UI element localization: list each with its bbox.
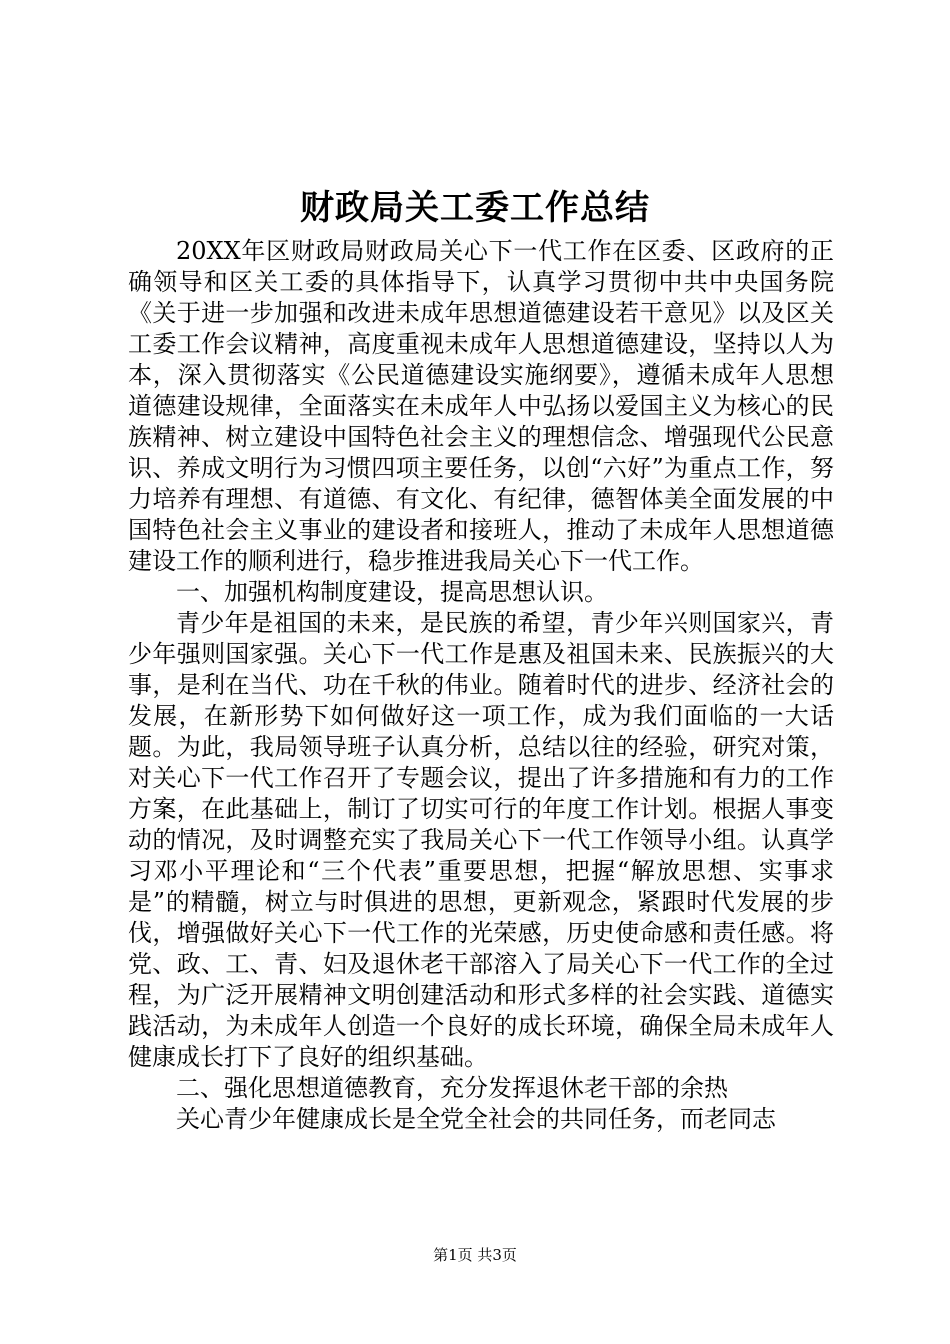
section-heading-1: 一、加强机构制度建设，提高思想认识。 [176,578,608,606]
paragraph-intro: 20XX年区财政局财政局关心下一代工作在区委、区政府的正确领导和区关工委的具体指导下，认真学习贯彻中共中央国务院《关于进一步加强和改进未成年思想道德建设若干意见》以及区关工委工作会议精神，高度重视未成年人思想道德建设，坚持以人为本，深入贯彻落实《公民道德建设实施纲要》，遵循未成年人思想道德建设规律，全面落实在未成年人中弘扬以爱国主义为核心的民族精神、树立建设中国特色社会主义的理想信念、增强现代公民意识、养成文明行为习惯四项主要任务，以创“六好”为重点工作，努力培养有理想、有道德、有文化、有纪律，德智体美全面发展的中国特色社会主义事业的建设者和接班人，推动了未成年人思想道德建设工作的顺利进行，稳步推进我局关心下一代工作。 [128,237,834,575]
document-body [128,236,834,1135]
paragraph-section-1: 青少年是祖国的未来，是民族的希望，青少年兴则国家兴，青少年强则国家强。关心下一代工作是惠及祖国未来、民族振兴的大事，是利在当代、功在千秋的伟业。随着时代的进步、经济社会的发展，在新形势下如何做好这一项工作，成为我们面临的一大话题。为此，我局领导班子认真分析，总结以往的经验，研究对策，对关心下一代工作召开了专题会议，提出了许多措施和有力的工作方案，在此基础上，制订了切实可行的年度工作计划。根据人事变动的情况，及时调整充实了我局关心下一代工作领导小组。认真学习邓小平理论和“三个代表”重要思想，把握“解放思想、实事求是”的精髓，树立与时俱进的思想，更新观念，紧跟时代发展的步伐，增强做好关心下一代工作的光荣感，历史使命感和责任感。将党、政、工、青、妇及退休老干部溶入了局关心下一代工作的全过程，为广泛开展精神文明创建活动和形式多样的社会实践、道德实践活动，为未成年人创造一个良好的成长环境，确保全局未成年人健康成长打下了良好的组织基础。 [128,609,834,1071]
document-title: 财政局关工委工作总结 [300,188,650,228]
page-footer: 第1页 共3页 [433,1246,517,1264]
section-heading-2: 二、强化思想道德教育，充分发挥退休老干部的余热 [176,1074,728,1102]
paragraph-section-2: 关心青少年健康成长是全党全社会的共同任务，而老同志 [176,1105,776,1133]
